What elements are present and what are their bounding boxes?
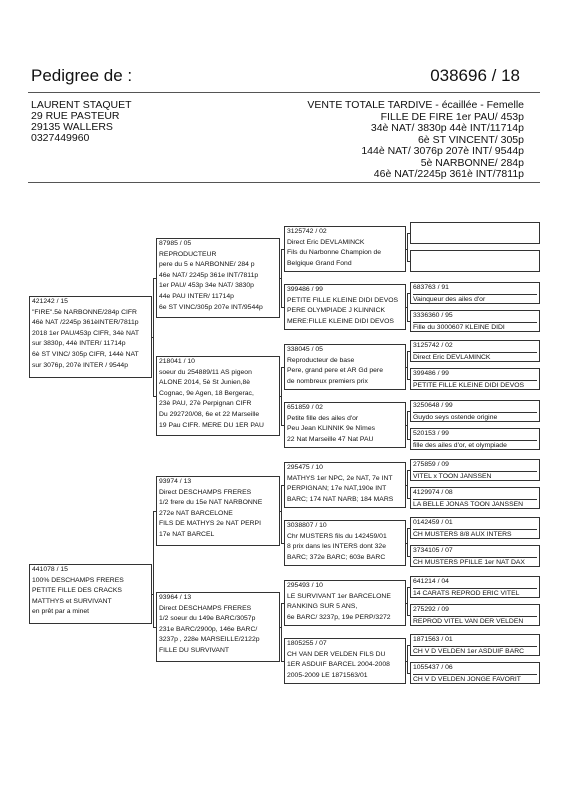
ff-line: REPRODUCTEUR — [159, 250, 217, 258]
g4-box — [410, 604, 540, 626]
connector — [407, 233, 408, 261]
g4-box — [410, 662, 540, 684]
mf-ring: 93974 / 13 — [159, 478, 192, 485]
g4-box — [410, 428, 540, 450]
mff-box — [284, 462, 406, 508]
g4-line: Fille du 3000607 KLEINE DIDI — [413, 323, 505, 331]
mmf-line: 6e BARC/ 3237p, 19e PERP/3272 — [287, 613, 391, 621]
g4-line: REPROD VITEL VAN DER VELDEN — [413, 617, 524, 625]
mother-line: 100% DESCHAMPS FRERES — [32, 576, 124, 584]
divider-top — [28, 92, 540, 93]
g4-box — [410, 340, 540, 362]
connector — [281, 367, 284, 368]
mf-line: 272e NAT BARCELONE — [159, 509, 233, 517]
ff-ring: 87985 / 05 — [159, 240, 192, 247]
connector — [407, 645, 410, 646]
g4-box — [410, 368, 540, 390]
g4-box — [410, 400, 540, 422]
connector — [407, 587, 408, 615]
mother-line: en prêt par a minet — [32, 608, 90, 616]
father-line: 2018 1er PAU/453p CIFR, 34è NAT — [32, 329, 140, 337]
g4-box — [410, 250, 540, 272]
g4-ring: 641214 / 04 — [413, 577, 537, 589]
mfm-line: 8 prix dans les INTERS dont 32e — [287, 543, 386, 551]
fmm-ring: 651859 / 02 — [287, 404, 323, 411]
connector — [281, 367, 282, 425]
father-ring: 421242 / 15 — [32, 298, 68, 305]
connector — [407, 498, 410, 499]
mm-box — [156, 592, 280, 662]
g4-line: fille des ailes d'or, et olympiade — [413, 441, 507, 449]
info-line: VENTE TOTALE TARDIVE - écaillée - Femelle — [307, 99, 524, 111]
mother-box — [29, 564, 152, 624]
ffm-line: PERE OLYMPIADE J KLINNICK — [287, 307, 386, 315]
ff-line: 6e ST VINC/305p 207e INT/9544p — [159, 303, 263, 311]
g4-box — [410, 310, 540, 332]
g4-line: CH V D VELDEN 1er ASDUIF BARC — [413, 647, 525, 655]
connector — [407, 645, 408, 673]
info-line: 34è NAT/ 3830p 44è INT/11714p — [370, 122, 524, 134]
father-box — [29, 296, 152, 378]
g4-ring: 520153 / 99 — [413, 429, 537, 441]
ff-box — [156, 238, 280, 318]
mfm-line: BARC; 372e BARC; 603e BARC — [287, 553, 386, 561]
fmm-box — [284, 402, 406, 448]
fff-line: Fils du Narbonne Champion de — [287, 249, 382, 257]
mm-line: Direct DESCHAMPS FRERES — [159, 604, 252, 612]
ffm-box — [284, 284, 406, 330]
g4-line: 14 CARATS REPROD ERIC VITEL — [413, 589, 520, 597]
g4-box — [410, 545, 540, 567]
ff-line: 44e PAU INTER/ 11714p — [159, 292, 234, 300]
fmf-box — [284, 344, 406, 390]
connector — [281, 307, 284, 308]
connector — [407, 351, 408, 379]
owner-block — [31, 100, 132, 144]
mm-line: 231e BARC/2900p, 146e BARC/ — [159, 625, 258, 633]
connector — [407, 233, 410, 234]
owner-city: 29135 WALLERS — [31, 121, 113, 133]
connector — [407, 379, 410, 380]
ffm-line: MERE:FILLE KLEINE DIDI DEVOS — [287, 317, 394, 325]
connector — [407, 587, 410, 588]
ff-line: 46e NAT/ 2245p 361e INT/7811p — [159, 271, 259, 279]
connector — [281, 603, 282, 661]
info-line: 5è NARBONNE/ 284p — [420, 156, 524, 169]
g4-ring: 1055437 / 06 — [413, 663, 537, 675]
connector — [407, 470, 410, 471]
mf-box — [156, 476, 280, 546]
connector — [407, 528, 408, 556]
mf-line: FILS DE MATHYS 2e NAT PERPI — [159, 520, 261, 528]
mfm-ring: 3038807 / 10 — [287, 522, 327, 529]
connector — [407, 321, 410, 322]
connector — [281, 425, 284, 426]
fmf-line: Pere, grand pere et AR Gd pere — [287, 367, 383, 375]
g4-ring: 275859 / 09 — [413, 460, 537, 472]
mmm-box — [284, 638, 406, 684]
mff-ring: 295475 / 10 — [287, 464, 323, 471]
fm-line: 19 Pau CIFR. MERE DU 1ER PAU — [159, 421, 264, 429]
g4-ring: 683763 / 91 — [413, 283, 537, 295]
mm-line: 1/2 soeur du 149e BARC/3057p — [159, 615, 256, 623]
divider-bottom — [28, 182, 540, 183]
connector — [281, 543, 284, 544]
g4-line: VITEL x TOON JANSSEN — [413, 472, 492, 480]
connector — [153, 278, 156, 279]
connector — [407, 439, 410, 440]
mmf-line: RANKING SUR 5 ANS, — [287, 603, 358, 611]
connector — [153, 511, 156, 512]
mff-line: BARC; 174 NAT NARB; 184 MARS — [287, 495, 394, 503]
g4-ring: 1871563 / 01 — [413, 635, 537, 647]
connector — [281, 249, 284, 250]
mm-line: 3237p , 228e MARSEILLE/2122p — [159, 636, 260, 644]
mmf-ring: 295493 / 10 — [287, 582, 323, 589]
info-line: 144è NAT/ 3076p 207è INT/ 9544p — [361, 145, 524, 157]
g4-line: CH MUSTERS 8/8 AUX INTERS — [413, 530, 512, 538]
father-line: sur 3830p, 44è INTER/ 11714p — [32, 340, 126, 348]
g4-line: Direct Eric DEVLAMINCK — [413, 353, 491, 361]
fff-line: Direct Eric DEVLAMINCK — [287, 238, 365, 246]
page-title: Pedigree de : — [31, 66, 133, 85]
fmf-line: Reproducteur de base — [287, 356, 355, 364]
g4-ring: 3336360 / 95 — [413, 311, 537, 323]
connector — [281, 603, 284, 604]
father-line: 6è ST VINC/ 305p CIFR, 144è NAT — [32, 350, 139, 358]
mfm-box — [284, 520, 406, 566]
fmm-line: 22 Nat Marseille 47 Nat PAU — [287, 435, 374, 443]
g4-line: LA BELLE JONAS TOON JANSSEN — [413, 500, 524, 508]
connector — [407, 556, 410, 557]
g4-ring: 0142459 / 01 — [413, 518, 537, 530]
mmm-line: 2005-2009 LE 1871563/01 — [287, 671, 368, 679]
connector — [281, 485, 282, 543]
mf-line: Direct DESCHAMPS FRERES — [159, 488, 252, 496]
mff-line: MATHYS 1er NPC, 2e NAT, 7e INT — [287, 474, 393, 482]
mmm-line: 1ER ASDUIF BARCEL 2004-2008 — [287, 661, 390, 669]
info-line: 46è NAT/2245p 361è INT/7811p — [373, 168, 524, 180]
g4-ring: 399486 / 99 — [413, 369, 537, 381]
mmf-line: LE SURVIVANT 1er BARCELONE — [287, 592, 391, 600]
fff-line: Belgique Grand Fond — [287, 259, 352, 267]
g4-ring: 3734105 / 07 — [413, 546, 537, 558]
mmm-ring: 1805255 / 07 — [287, 640, 327, 647]
fm-line: 23è PAU, 27è Perpignan CIFR — [159, 400, 252, 408]
mother-line: MATTHYS et SURVIVANT — [32, 597, 112, 605]
fmm-line: Petite fille des ailes d'or — [287, 414, 359, 422]
fmm-line: Peu Jean KLINNIK 9e Nîmes — [287, 425, 376, 433]
connector — [281, 249, 282, 307]
mmf-box — [284, 580, 406, 626]
g4-box — [410, 576, 540, 598]
bird-info — [307, 100, 524, 181]
father-line: sur 3076p, 207è INTER / 9544p — [32, 361, 128, 369]
mmm-line: CH VAN DER VELDEN FILS DU — [287, 650, 386, 658]
connector — [153, 396, 156, 397]
father-line: 46è NAT /2245p 361èINTER/7811p — [32, 319, 139, 327]
g4-ring: 3250648 / 99 — [413, 401, 537, 413]
owner-street: 29 RUE PASTEUR — [31, 110, 120, 122]
fff-box — [284, 226, 406, 272]
g4-ring: 275292 / 09 — [413, 605, 537, 617]
fm-line: Du 292720/08, 6e et 22 Marseille — [159, 410, 260, 418]
fm-line: soeur du 254889/11 AS pigeon — [159, 368, 252, 376]
g4-ring: 4129974 / 08 — [413, 488, 537, 500]
info-line: 6è ST VINCENT/ 305p — [417, 133, 524, 146]
g4-line: Guydo seys ostende origine — [413, 413, 498, 421]
g4-box — [410, 222, 540, 244]
fff-ring: 3125742 / 02 — [287, 228, 327, 235]
connector — [407, 351, 410, 352]
connector — [407, 293, 410, 294]
connector — [153, 627, 156, 628]
connector — [281, 661, 284, 662]
mother-ring: 441078 / 15 — [32, 566, 68, 573]
g4-ring: 3125742 / 02 — [413, 341, 537, 353]
mfm-line: Chr MUSTERS fils du 142459/01 — [287, 532, 387, 540]
connector — [407, 470, 408, 498]
connector — [407, 528, 410, 529]
g4-box — [410, 517, 540, 539]
mf-line: 17e NAT BARCEL — [159, 530, 215, 538]
connector — [281, 485, 284, 486]
owner-phone: 0327449960 — [31, 132, 90, 144]
connector — [407, 411, 408, 439]
fmf-ring: 338045 / 05 — [287, 346, 323, 353]
father-line: "FIRE".5è NARBONNE/284p CIFR — [32, 308, 137, 316]
ff-line: 1er PAU/ 453p 34e NAT/ 3830p — [159, 282, 254, 290]
g4-line: CH V D VELDEN JONGE FAVORIT — [413, 675, 521, 683]
mother-line: PETITE FILLE DES CRACKS — [32, 587, 122, 595]
g4-line: Vainqueur des ailes d'or — [413, 295, 486, 303]
connector — [407, 293, 408, 321]
g4-box — [410, 487, 540, 509]
mf-line: 1/2 frere du 15e NAT NARBONNE — [159, 499, 263, 507]
mm-ring: 93964 / 13 — [159, 594, 192, 601]
owner-name: LAURENT STAQUET — [31, 99, 132, 111]
mm-line: FILLE DU SURVIVANT — [159, 646, 229, 654]
g4-box — [410, 634, 540, 656]
fm-line: ALONE 2014, 5è St Junien,8è — [159, 379, 251, 387]
fmf-line: de nombreux premiers prix — [287, 377, 368, 385]
g4-line: PETITE FILLE KLEINE DIDI DEVOS — [413, 381, 525, 389]
connector — [407, 261, 410, 262]
g4-box — [410, 459, 540, 481]
g4-box — [410, 282, 540, 304]
fm-ring: 218041 / 10 — [159, 358, 195, 365]
connector — [407, 673, 410, 674]
info-line: FILLE DE FIRE 1er PAU/ 453p — [380, 110, 524, 123]
g4-line: CH MUSTERS PFILLE 1er NAT DAX — [413, 558, 525, 566]
ffm-ring: 399486 / 99 — [287, 286, 323, 293]
connector — [153, 511, 154, 627]
connector — [153, 278, 154, 396]
ring-number: 038696 / 18 — [430, 66, 520, 85]
connector — [407, 411, 410, 412]
fm-box — [156, 356, 280, 436]
ffm-line: PETITE FILLE KLEINE DIDI DEVOS — [287, 296, 399, 304]
ff-line: pere du 5 e NARBONNE/ 284 p — [159, 261, 255, 269]
connector — [407, 615, 410, 616]
mff-line: PERPIGNAN; 17e NAT,190e INT — [287, 485, 387, 493]
fm-line: Cognac, 9e Agen, 18 Bergerac, — [159, 389, 254, 397]
